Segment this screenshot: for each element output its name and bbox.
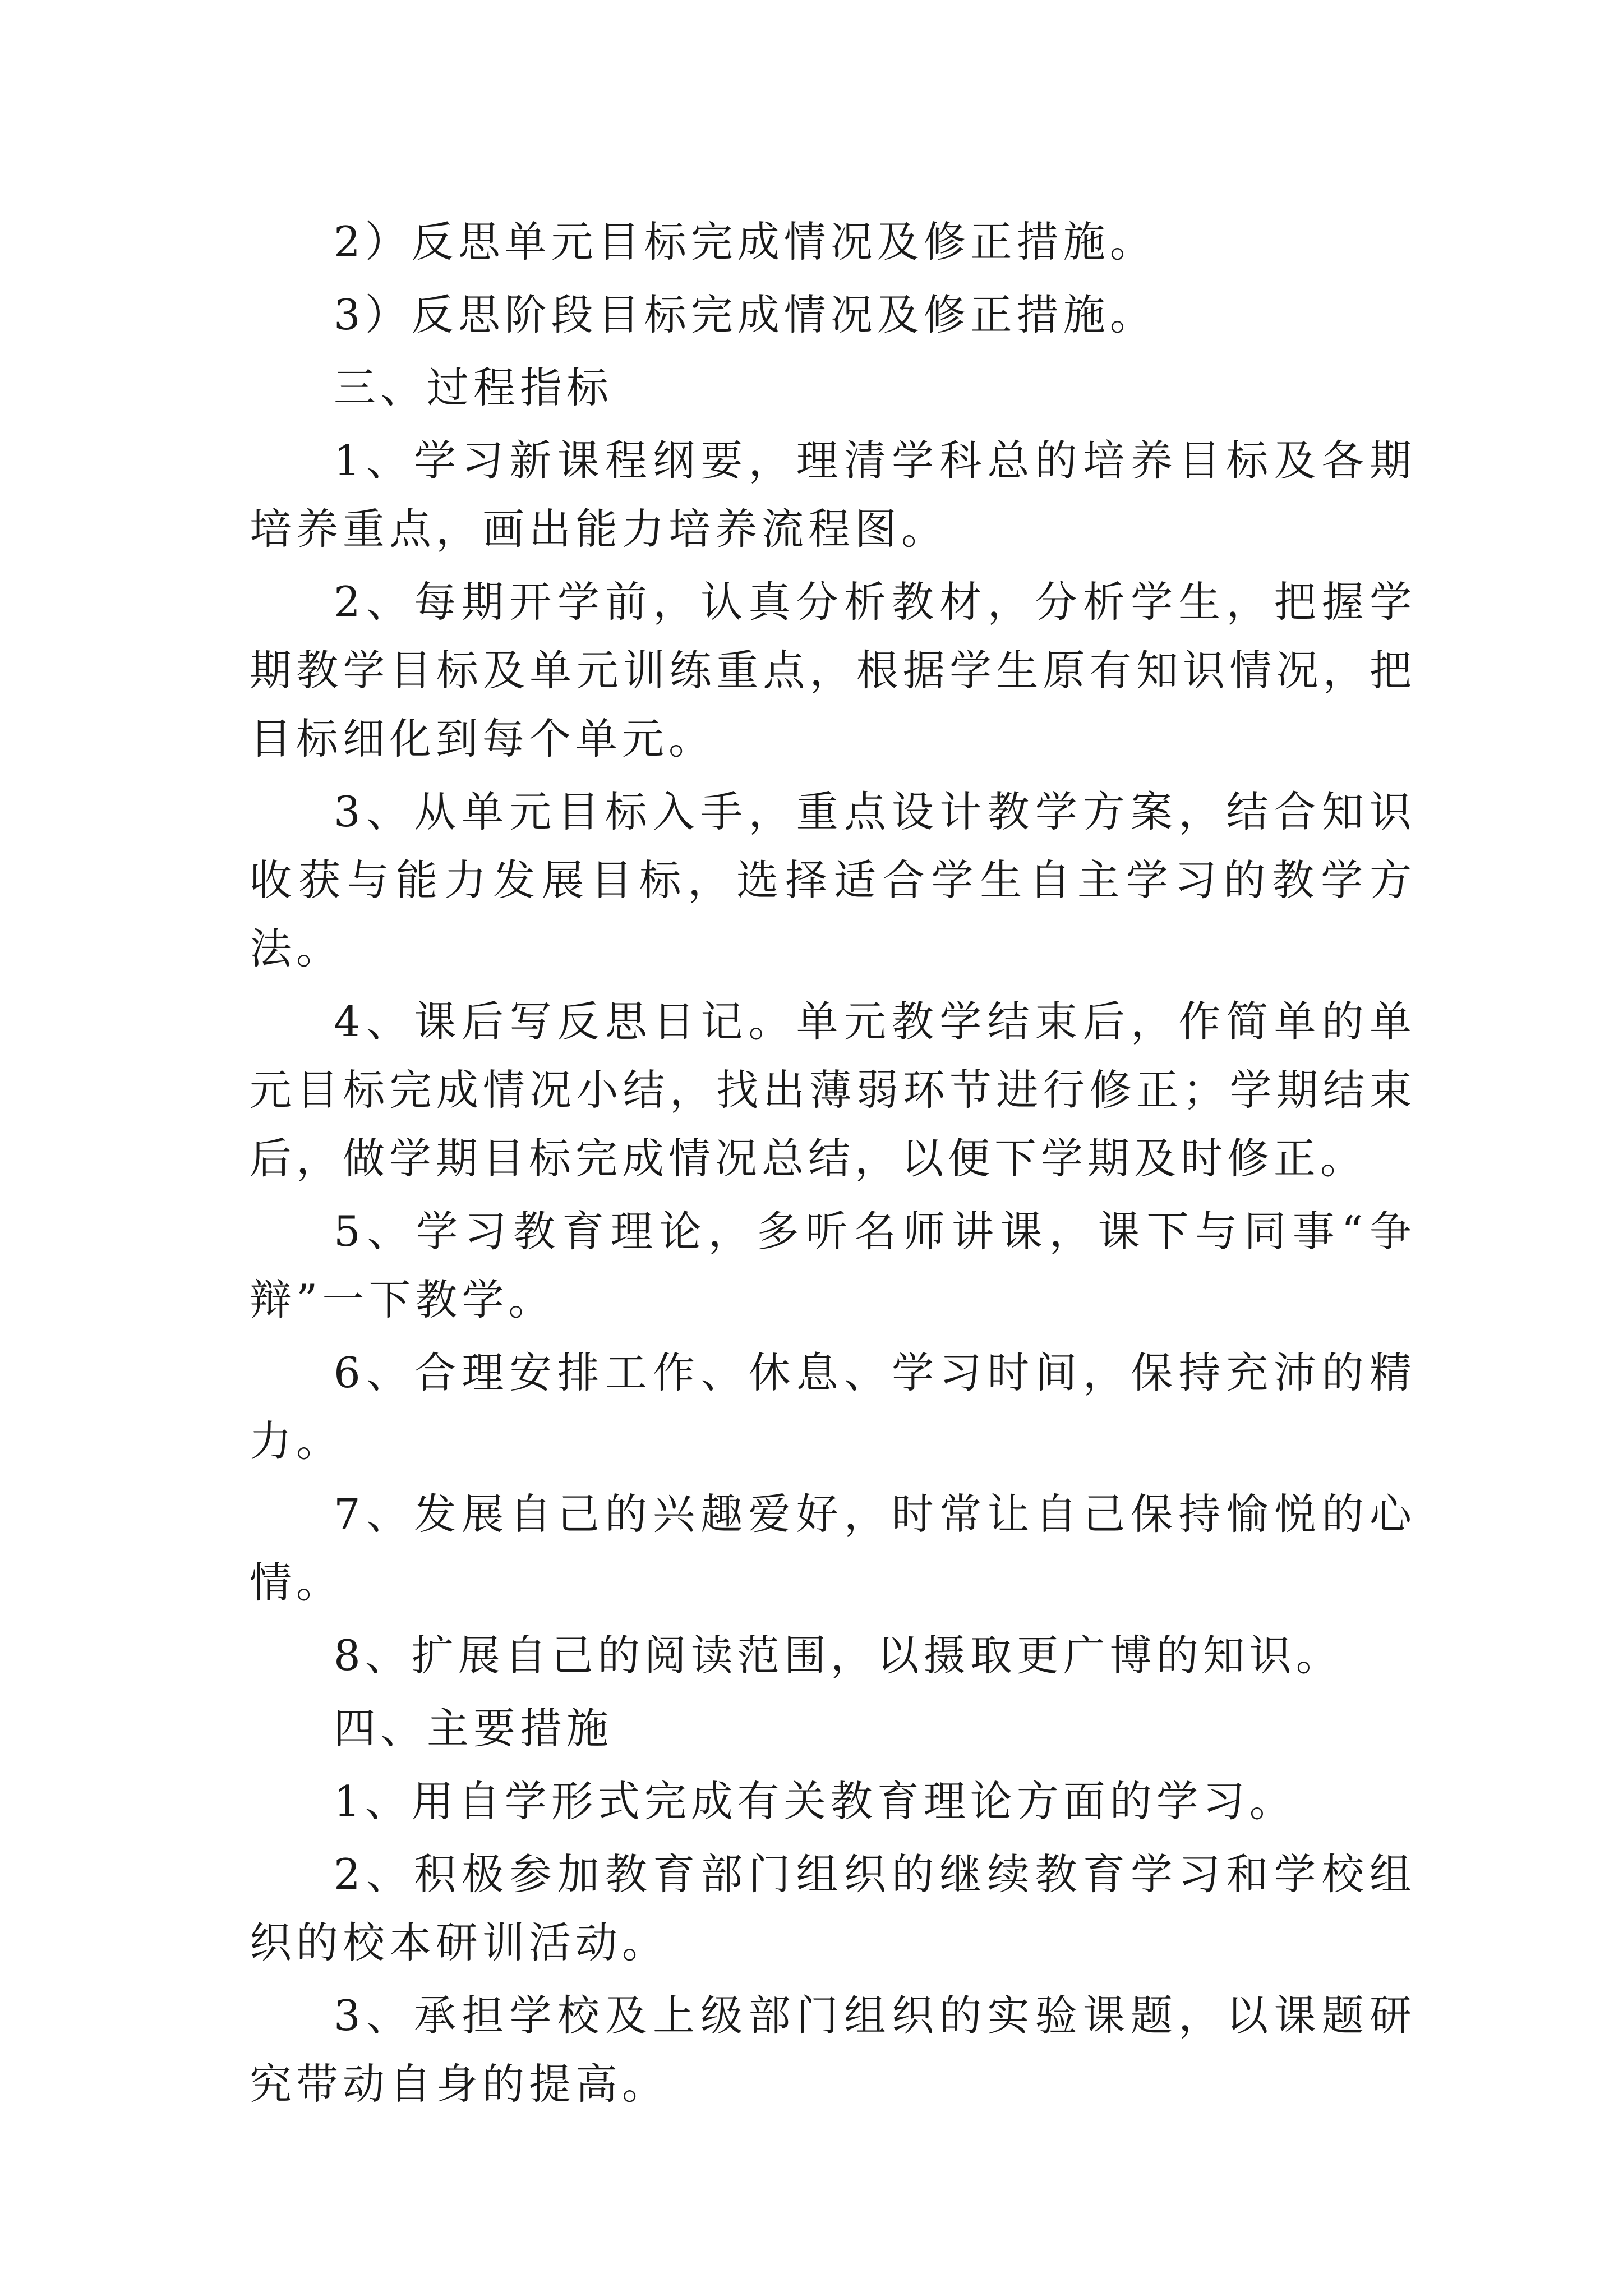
paragraph-measure-3: 3、承担学校及上级部门组织的实验课题，以课题研究带动自身的提高。 (250, 1991, 1416, 2109)
paragraph-measure-1: 1、用自学形式完成有关教育理论方面的学习。 (334, 1777, 1296, 1826)
paragraph-indicator-6: 6、合理安排工作、休息、学习时间，保持充沛的精力。 (250, 1348, 1416, 1466)
paragraph-measure-2: 2、积极参加教育部门组织的继续教育学习和学校组织的校本研训活动。 (250, 1849, 1416, 1967)
paragraph-indicator-1: 1、学习新课程纲要，理清学科总的培养目标及各期培养重点，画出能力培养流程图。 (250, 436, 1416, 554)
paragraph-indicator-4: 4、课后写反思日记。单元教学结束后，作简单的单元目标完成情况小结，找出薄弱环节进行修正；学期结束后，做学期目标完成情况总结，以便下学期及时修正。 (250, 997, 1416, 1183)
paragraph-reflect-unit: 2）反思单元目标完成情况及修正措施。 (334, 217, 1156, 266)
paragraph-reflect-stage: 3）反思阶段目标完成情况及修正措施。 (334, 290, 1156, 339)
section-heading-main-measures: 四、主要措施 (334, 1704, 614, 1753)
document-body (250, 208, 1416, 2118)
paragraph-indicator-2: 2、每期开学前，认真分析教材，分析学生，把握学期教学目标及单元训练重点，根据学生原有知识情况，把目标细化到每个单元。 (250, 577, 1416, 763)
paragraph-indicator-7: 7、发展自己的兴趣爱好，时常让自己保持愉悦的心情。 (250, 1489, 1416, 1607)
paragraph-indicator-8: 8、扩展自己的阅读范围，以摄取更广博的知识。 (334, 1631, 1343, 1680)
paragraph-indicator-5: 5、学习教育理论，多听名师讲课，课下与同事“争辩”一下教学。 (250, 1207, 1416, 1324)
paragraph-indicator-3: 3、从单元目标入手，重点设计教学方案，结合知识收获与能力发展目标，选择适合学生自主学习的教学方法。 (250, 787, 1416, 973)
section-heading-process-indicators: 三、过程指标 (334, 363, 614, 412)
